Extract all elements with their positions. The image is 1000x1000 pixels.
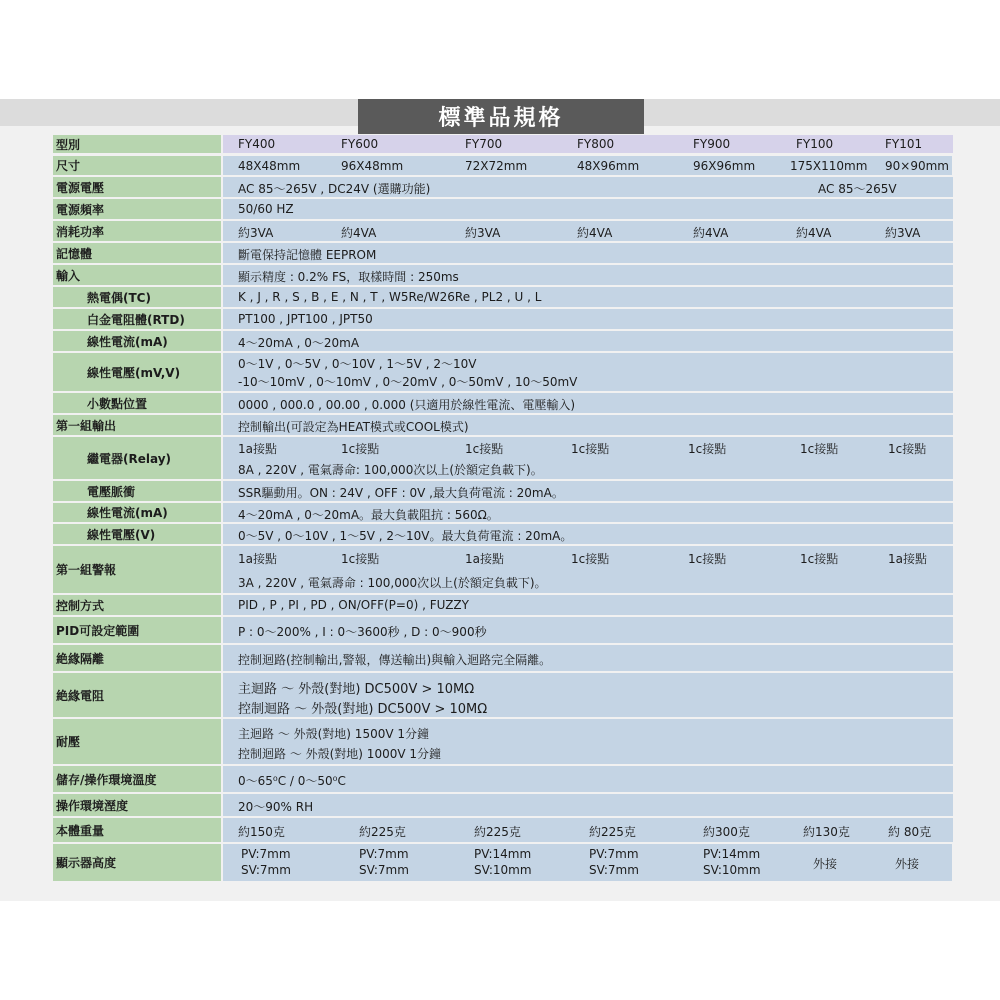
row-thermocouple [0, 287, 1000, 308]
row-decimal-point [0, 393, 1000, 414]
linear-voltage-out-value: 0～5V , 0～10V , 1～5V , 2～10V。最大負荷電流 : 20mA。 [238, 529, 573, 543]
model-fy101: FY101 [885, 137, 923, 151]
control-mode-value: PID , P , PI , PD , ON/OFF(P=0) , FUZZY [238, 598, 469, 612]
consumption-fy700: 約3VA [465, 226, 501, 240]
model-fy900: FY900 [693, 137, 731, 151]
label-voltage-pulse: 電壓脈衝 [53, 481, 221, 501]
display-fy800-sv: SV:7mm [589, 863, 639, 877]
row-linear-current-in [0, 331, 1000, 352]
consumption-fy900: 約4VA [693, 226, 729, 240]
display-fy700-pv: PV:14mm [474, 847, 532, 861]
row-size [0, 156, 1000, 176]
label-isolation: 絶緣隔離 [53, 645, 221, 671]
size-fy700: 72X72mm [465, 159, 528, 173]
row-humidity [0, 794, 1000, 817]
label-temperature: 儲存/操作環境溫度 [53, 766, 221, 792]
output1-cell [223, 415, 953, 435]
display-fy400-sv: SV:7mm [241, 863, 291, 877]
label-insulation-resistance: 絶緣電阻 [53, 673, 221, 717]
label-size: 尺寸 [53, 156, 221, 175]
row-power-consumption [0, 221, 1000, 242]
row-linear-voltage-in [0, 353, 1000, 392]
row-temperature [0, 766, 1000, 793]
alarm-spec: 3A , 220V , 電氣壽命 : 100,000次以上(於額定負載下)。 [238, 576, 547, 590]
row-rtd [0, 309, 1000, 330]
isolation-cell [223, 645, 953, 671]
label-frequency: 電源頻率 [53, 199, 221, 219]
power-supply-main: AC 85～265V , DC24V (選購功能) [238, 182, 431, 196]
consumption-fy101: 約3VA [885, 226, 921, 240]
temperature-value: 0～65⁰C / 0～50⁰C [238, 774, 346, 788]
relay-fy900: 1c接點 [688, 442, 727, 456]
thermocouple-value: K , J , R , S , B , E , N , T , W5Re/W26Re , PL2 , U , L [238, 290, 542, 304]
memory-cell [223, 243, 953, 263]
row-memory [0, 243, 1000, 264]
withstand-main: 主迴路 ～ 外殼(對地) 1500V 1分鐘 [238, 727, 430, 741]
power-supply-fy100-101: AC 85～265V [818, 182, 897, 196]
relay-fy400: 1a接點 [238, 442, 277, 456]
label-linear-voltage-out: 線性電壓(V) [53, 524, 221, 544]
display-fy800-pv: PV:7mm [589, 847, 639, 861]
input-cell [223, 265, 953, 285]
power-supply-cell [223, 177, 953, 197]
weight-fy900: 約300克 [703, 825, 750, 839]
weight-fy800: 約225克 [589, 825, 636, 839]
row-linear-voltage-out [0, 524, 1000, 545]
input-value: 顯示精度 : 0.2% FS，取樣時間 : 250ms [238, 270, 459, 284]
row-relay [0, 437, 1000, 480]
label-withstand-voltage: 耐壓 [53, 719, 221, 764]
relay-fy101: 1c接點 [888, 442, 927, 456]
page-title: 標準品規格 [358, 99, 644, 134]
display-height-cells [223, 844, 952, 881]
label-memory: 記憶體 [53, 243, 221, 263]
display-fy900-pv: PV:14mm [703, 847, 761, 861]
output1-value: 控制輸出(可設定為HEAT模式或COOL模式) [238, 420, 469, 434]
decimal-point-value: 0000 , 000.0 , 00.00 , 0.000 (只適用於線性電流、電壓輸入) [238, 398, 576, 412]
row-model [0, 135, 1000, 154]
weight-cells [223, 818, 953, 842]
model-fy600: FY600 [341, 137, 379, 151]
weight-fy100: 約130克 [803, 825, 850, 839]
linear-current-out-cell [223, 503, 953, 522]
display-fy600-pv: PV:7mm [359, 847, 409, 861]
temperature-cell [223, 766, 953, 792]
consumption-fy400: 約3VA [238, 226, 274, 240]
power-consumption-cells [223, 221, 953, 241]
relay-fy800: 1c接點 [571, 442, 610, 456]
relay-spec: 8A , 220V , 電氣壽命: 100,000次以上(於額定負載下)。 [238, 463, 543, 477]
withstand-voltage-cell [223, 719, 953, 764]
label-power-supply: 電源電壓 [53, 177, 221, 197]
relay-cell [223, 437, 953, 479]
linear-voltage-in-line1: 0～1V , 0～5V , 0～10V , 1～5V , 2～10V [238, 357, 477, 371]
relay-fy700: 1c接點 [465, 442, 504, 456]
size-fy101: 90×90mm [885, 159, 949, 173]
row-linear-current-out [0, 503, 1000, 523]
label-model: 型別 [53, 135, 221, 153]
row-insulation-resistance [0, 673, 1000, 718]
alarm-fy100: 1c接點 [800, 552, 839, 566]
row-withstand-voltage [0, 719, 1000, 765]
model-cells [223, 135, 953, 153]
linear-voltage-in-line2: -10～10mV , 0～10mV , 0～20mV , 0～50mV , 10～50mV [238, 375, 578, 389]
display-fy101-external: 外接 [895, 857, 920, 871]
frequency-value: 50/60 HZ [238, 202, 294, 216]
relay-fy100: 1c接點 [800, 442, 839, 456]
row-frequency [0, 199, 1000, 220]
row-voltage-pulse [0, 481, 1000, 502]
rtd-cell [223, 309, 953, 329]
size-fy400: 48X48mm [238, 159, 301, 173]
linear-current-in-cell [223, 331, 953, 351]
label-display-height: 顯示器高度 [53, 844, 221, 881]
weight-fy101: 約 80克 [888, 825, 932, 839]
label-decimal-point: 小數點位置 [53, 393, 221, 413]
control-mode-cell [223, 595, 953, 615]
row-power-supply [0, 177, 1000, 198]
display-fy900-sv: SV:10mm [703, 863, 761, 877]
insulation-control: 控制迴路 ～ 外殼(對地) DC500V > 10MΩ [238, 702, 488, 717]
row-alarm1 [0, 546, 1000, 594]
label-linear-voltage-in: 線性電壓(mV,V) [53, 353, 221, 391]
model-fy100: FY100 [796, 137, 834, 151]
label-relay: 繼電器(Relay) [53, 437, 221, 479]
memory-value: 斷電保持記憶體 EEPROM [238, 248, 377, 262]
label-output1: 第一組輸出 [53, 415, 221, 435]
label-linear-current-out: 線性電流(mA) [53, 503, 221, 522]
row-pid-range [0, 617, 1000, 644]
isolation-value: 控制迴路(控制輸出,警報，傳送輸出)與輸入迴路完全隔離。 [238, 653, 552, 667]
row-input [0, 265, 1000, 286]
weight-fy600: 約225克 [359, 825, 406, 839]
alarm1-cell [223, 546, 953, 593]
size-fy600: 96X48mm [341, 159, 404, 173]
pid-range-cell [223, 617, 953, 643]
label-weight: 本體重量 [53, 818, 221, 842]
label-pid-range: PID可設定範圍 [53, 617, 221, 643]
display-fy700-sv: SV:10mm [474, 863, 532, 877]
display-fy100-external: 外接 [813, 857, 838, 871]
linear-current-in-value: 4～20mA , 0～20mA [238, 336, 360, 350]
row-display-height [0, 844, 1000, 882]
humidity-cell [223, 794, 953, 816]
row-isolation [0, 645, 1000, 672]
pid-range-value: P : 0～200% , I : 0～3600秒 , D : 0～900秒 [238, 625, 487, 639]
rtd-value: PT100 , JPT100 , JPT50 [238, 312, 373, 326]
voltage-pulse-cell [223, 481, 953, 501]
alarm-fy800: 1c接點 [571, 552, 610, 566]
alarm-fy101: 1a接點 [888, 552, 927, 566]
frequency-cell [223, 199, 953, 219]
model-fy700: FY700 [465, 137, 503, 151]
weight-fy700: 約225克 [474, 825, 521, 839]
label-control-mode: 控制方式 [53, 595, 221, 615]
display-fy400-pv: PV:7mm [241, 847, 291, 861]
insulation-main: 主迴路 ～ 外殼(對地) DC500V > 10MΩ [238, 682, 475, 697]
size-fy900: 96X96mm [693, 159, 756, 173]
label-thermocouple: 熱電偶(TC) [53, 287, 221, 307]
humidity-value: 20～90% RH [238, 800, 314, 814]
model-fy400: FY400 [238, 137, 276, 151]
label-input: 輸入 [53, 265, 221, 285]
size-cells [223, 156, 952, 175]
consumption-fy800: 約4VA [577, 226, 613, 240]
model-fy800: FY800 [577, 137, 615, 151]
consumption-fy600: 約4VA [341, 226, 377, 240]
voltage-pulse-value: SSR驅動用。ON : 24V , OFF : 0V ,最大負荷電流 : 20mA。 [238, 486, 564, 500]
weight-fy400: 約150克 [238, 825, 285, 839]
row-weight [0, 818, 1000, 843]
decimal-point-cell [223, 393, 953, 413]
row-control-mode [0, 595, 1000, 616]
label-humidity: 操作環境溼度 [53, 794, 221, 816]
consumption-fy100: 約4VA [796, 226, 832, 240]
label-rtd: 白金電阻體(RTD) [53, 309, 221, 329]
linear-voltage-out-cell [223, 524, 953, 544]
linear-voltage-in-cell [223, 353, 953, 391]
thermocouple-cell [223, 287, 953, 307]
row-output1 [0, 415, 1000, 436]
label-alarm1: 第一組警報 [53, 546, 221, 593]
alarm-fy700: 1a接點 [465, 552, 504, 566]
display-fy600-sv: SV:7mm [359, 863, 409, 877]
relay-fy600: 1c接點 [341, 442, 380, 456]
size-fy100: 175X110mm [790, 159, 868, 173]
insulation-resistance-cell [223, 673, 953, 717]
alarm-fy400: 1a接點 [238, 552, 277, 566]
label-linear-current-in: 線性電流(mA) [53, 331, 221, 351]
linear-current-out-value: 4～20mA , 0～20mA。最大負載阻抗 : 560Ω。 [238, 508, 499, 522]
label-power-consumption: 消耗功率 [53, 221, 221, 241]
withstand-control: 控制迴路 ～ 外殼(對地) 1000V 1分鐘 [238, 747, 442, 761]
alarm-fy900: 1c接點 [688, 552, 727, 566]
alarm-fy600: 1c接點 [341, 552, 380, 566]
size-fy800: 48X96mm [577, 159, 640, 173]
